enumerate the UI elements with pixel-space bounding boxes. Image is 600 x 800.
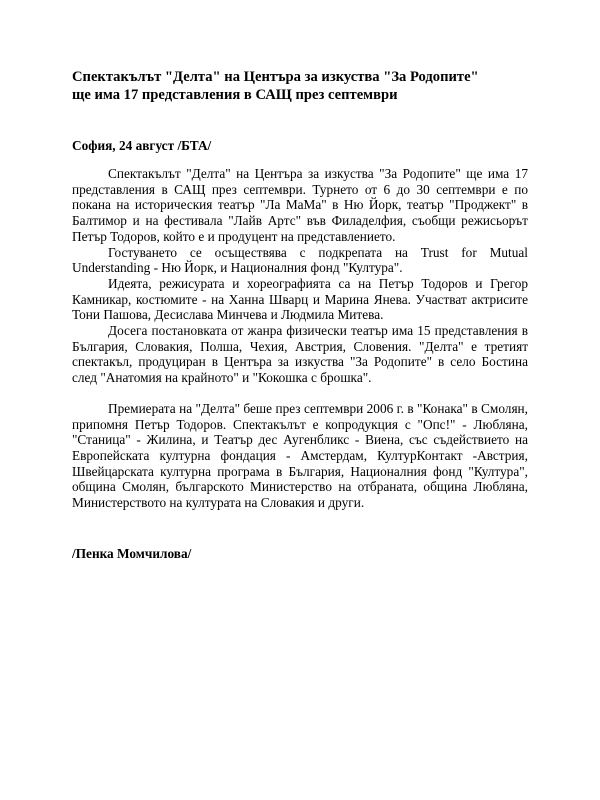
paragraph-5: Премиерата на "Делта" беше през септември 2006 г. в "Конака" в Смолян, припомня Петър Тодоров. Спектакълът е копродукция с "Опс!" - Любляна, "Станица" - Жилина, и Театър дес Аугенбликс - Виена, със съдействието на Европейската културна фондация - Амстердам, КултурКонтакт -Австрия, Швейцарската културна програма в България, Националния фонд "Култура", община Смолян, българското Министерство на отбраната, община Любляна, Министерството на културата на Словакия и други. — [72, 400, 528, 511]
paragraph-3: Идеята, режисурата и хореографията са на Петър Тодоров и Грегор Камникар, костюмите - на Ханна Шварц и Марина Янева. Участват актрисите Тони Пашова, Десислава Минчева и Людмила Митева. — [72, 275, 528, 323]
author-byline: /Пенка Момчилова/ — [72, 546, 192, 561]
paragraph-2: Гостуването се осъществява с подкрепата на Trust for Mutual Understanding - Ню Йорк, и Националния фонд "Култура". — [72, 244, 528, 276]
article-body — [72, 166, 528, 511]
paragraph-4: Досега постановката от жанра физически театър има 15 представления в България, Словакия, Полша, Чехия, Австрия, Словения. "Делта" е третият спектакъл, продуциран в Центъра за изкуства "За Родопите" в село Бостина след "Анатомия на крайното" и "Кокошка с брошка". — [72, 323, 528, 386]
document-page — [72, 68, 528, 561]
headline-line-1: Спектакълът "Делта" на Центъра за изкуства "За Родопите" — [72, 69, 479, 85]
headline — [72, 68, 528, 104]
paragraph-1: Спектакълът "Делта" на Центъра за изкуства "За Родопите" ще има 17 представления в САЩ през септември. Турнето от 6 до 30 септември е по покана на историческия театър "Ла МаМа" в Ню Йорк, театър "Проджект" в Балтимор и на фестивала "Лайв Артс" във Филаделфия, съобщи режисьорът Петър Тодоров, който е и продуцент на представлението. — [72, 166, 528, 244]
headline-line-2: ще има 17 представления в САЩ през септември — [72, 87, 398, 103]
dateline: София, 24 август /БТА/ — [72, 138, 212, 153]
